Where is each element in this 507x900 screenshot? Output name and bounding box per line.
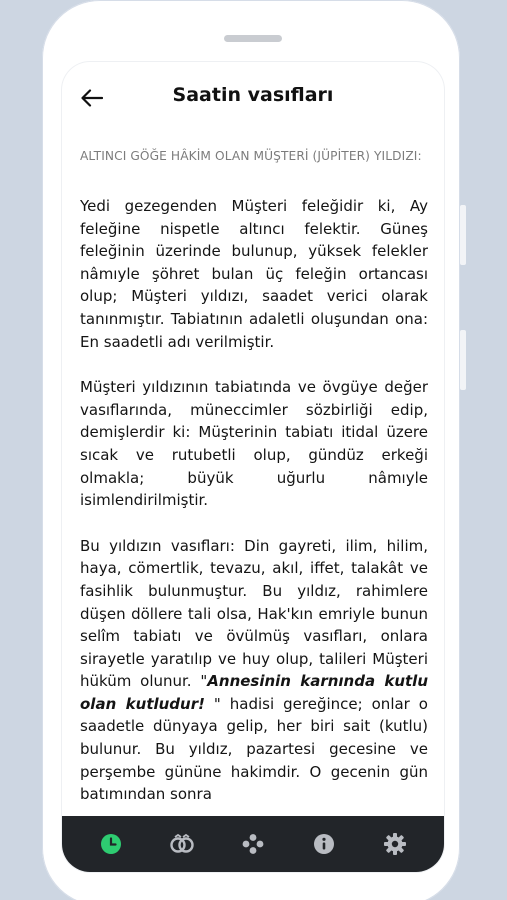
paragraph-1: Yedi gezegenden Müşteri feleğidir ki, Ay feleğine nispetle altıncı felektir. Güneş feleğinin üzerinde bulunup, yüksek felekler nâmıyle şöhret bulan üç feleğin ortancası olup; Müşteri yıldızı, saadet verici olarak tanınmıştır. Tabiatının adaletli oluşundan ona: En saadetli adı verilmiştir. — [80, 197, 428, 351]
side-button-power — [460, 330, 466, 390]
speaker-grille — [224, 35, 282, 42]
paragraph-2: Müşteri yıldızının tabiatında ve övgüye değer vasıflarında, müneccimler sözbirliği edip, demişlerdir ki: Müşterinin tabiatı itidal üzere sıcak ve rutubetli olup, gündüz erkeği olmakla; büyük uğurlu nâmıyle isimlendirilmiştir. — [80, 378, 428, 510]
rings-icon — [169, 833, 195, 855]
tab-settings[interactable] — [375, 824, 415, 864]
tab-dots-cluster[interactable] — [233, 824, 273, 864]
page-title: Saatin vasıfları — [172, 84, 334, 106]
paragraph-3-quote: Annesinin karnında kutlu olan kutludur! — [80, 672, 428, 713]
tab-rings[interactable] — [162, 824, 202, 864]
article-subtitle: ALTINCI GÖĞE HÂKİM OLAN MÜŞTERİ (JÜPİTER) YILDIZI: — [80, 149, 422, 163]
bottom-tab-bar — [62, 816, 444, 872]
info-icon — [313, 833, 335, 855]
header — [62, 62, 444, 134]
gear-icon — [383, 832, 407, 856]
app-screen — [62, 62, 444, 872]
dots-cluster-icon — [241, 833, 265, 855]
article-content[interactable] — [80, 146, 428, 816]
paragraph-3-text-before: Bu yıldızın vasıfları: Din gayreti, ilim, hilim, haya, cömertlik, tevazu, akıl, iffet, talakât ve fasihlik bulunmuştur. Bu yıldız, rahimlere düşen döllere tali olsa, Hak'kın emriyle bunun selîm tabiatı ve övülmüş vasıfları, onlara sirayetle yaratılıp ve huy olup, talileri Müşteri hüküm olunur. " — [80, 536, 428, 691]
paragraph-3-text-after: " hadisi gereğince; onlar o saadetle dünyaya gelip, her biri sait (kutlu) bulunur. Bu yıldız, pazartesi gecesine ve perşembe gününe hakimdir. O gecenin gün batımından sonra — [80, 694, 428, 804]
side-button-volume — [460, 205, 466, 265]
paragraph-3 — [80, 535, 428, 806]
tab-clock[interactable] — [91, 824, 131, 864]
clock-icon — [100, 833, 122, 855]
tab-info[interactable] — [304, 824, 344, 864]
